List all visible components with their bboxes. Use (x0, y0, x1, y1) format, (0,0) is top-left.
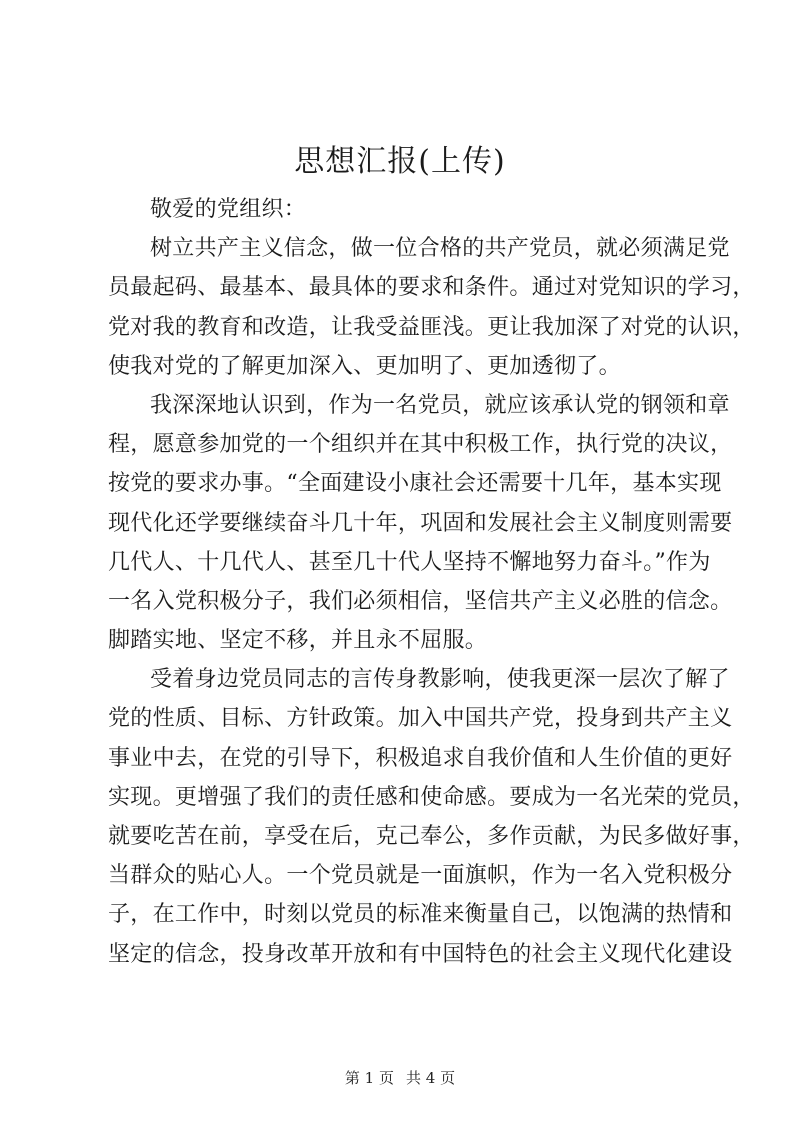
paragraph-line: 脚踏实地、坚定不移，并且永不屈服。 (108, 628, 488, 654)
salutation: 敬爱的党组织： (150, 197, 307, 222)
paragraph-line: 党对我的教育和改造，让我受益匪浅。更让我加深了对党的认识， (108, 314, 755, 340)
paragraph-3 (108, 660, 755, 974)
paragraph-line: 子，在工作中，时刻以党员的标准来衡量自己，以饱满的热情和 (108, 902, 733, 928)
paragraph-line: 按党的要求办事。“全面建设小康社会还需要十几年，基本实现 (108, 471, 722, 497)
document-title: 思想汇报(上传) (294, 144, 506, 179)
page-footer (0, 1068, 800, 1088)
paragraph-2 (108, 386, 733, 660)
paragraph-line: 现代化还学要继续奋斗几十年，巩固和发展社会主义制度则需要 (108, 510, 733, 536)
paragraph-line: 受着身边党员同志的言传身教影响，使我更深一层次了解了 (150, 667, 730, 693)
paragraph-line: 当群众的贴心人。一个党员就是一面旗帜，作为一名入党积极分 (108, 863, 733, 889)
paragraph-line: 员最起码、最基本、最具体的要求和条件。通过对党知识的学习， (108, 275, 755, 301)
paragraph-line: 我深深地认识到，作为一名党员，就应该承认党的钢领和章 (150, 392, 730, 418)
paragraph-line: 事业中去，在党的引导下，积极追求自我价值和人生价值的更好 (108, 745, 733, 771)
page-total: 共 4 页 (406, 1069, 456, 1087)
page-number: 第 1 页 (344, 1069, 394, 1087)
paragraph-line: 树立共产主义信念，做一位合格的共产党员，就必须满足党 (150, 236, 730, 262)
paragraph-line: 一名入党积极分子，我们必须相信，坚信共产主义必胜的信念。 (108, 588, 733, 614)
paragraph-1 (108, 229, 755, 386)
paragraph-line: 党的性质、目标、方针政策。加入中国共产党，投身到共产主义 (108, 706, 733, 732)
paragraph-line: 就要吃苦在前，享受在后，克己奉公，多作贡献，为民多做好事， (108, 824, 755, 849)
paragraph-line: 程，愿意参加党的一个组织并在其中积极工作，执行党的决议， (108, 432, 733, 458)
paragraph-line: 几代人、十几代人、甚至几十代人坚持不懈地努力奋斗。”作为 (108, 549, 711, 575)
paragraph-line: 坚定的信念，投身改革开放和有中国特色的社会主义现代化建设 (108, 941, 733, 967)
paragraph-line: 使我对党的了解更加深入、更加明了、更加透彻了。 (108, 353, 621, 379)
document-body (108, 190, 755, 974)
paragraph-line: 实现。更增强了我们的责任感和使命感。要成为一名光荣的党员， (108, 784, 755, 810)
